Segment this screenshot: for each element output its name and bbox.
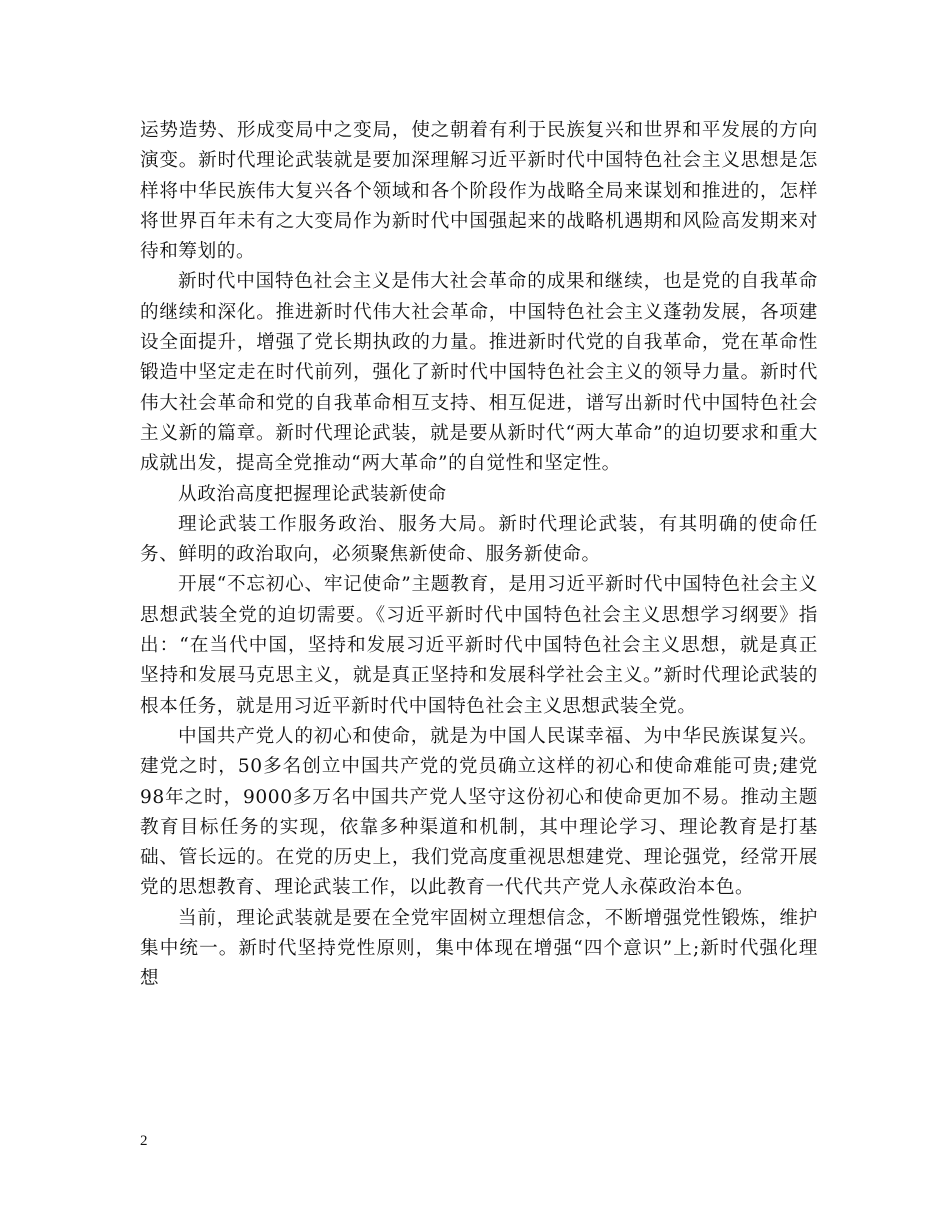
paragraph: 开展“不忘初心、牢记使命”主题教育，是用习近平新时代中国特色社会主义思想武装全党的迫切需要。《习近平新时代中国特色社会主义思想学习纲要》指出：“在当代中国，坚持和发展习近平新时代中国特色社会主义思想，就是真正坚持和发展马克思主义，就是真正坚持和发展科学社会主义。”新时代理论武装的根本任务，就是用习近平新时代中国特色社会主义思想武装全党。 [140, 574, 818, 717]
paragraph: 当前，理论武装就是要在全党牢固树立理想信念，不断增强党性锻炼，维护集中统一。新时代坚持党性原则，集中体现在增强“四个意识”上;新时代强化理想 [140, 907, 818, 990]
document-body [140, 116, 818, 995]
paragraph: 理论武装工作服务政治、服务大局。新时代理论武装，有其明确的使命任务、鲜明的政治取向，必须聚焦新使命、服务新使命。 [140, 513, 818, 566]
paragraph: 新时代中国特色社会主义是伟大社会革命的成果和继续，也是党的自我革命的继续和深化。推进新时代伟大社会革命，中国特色社会主义蓬勃发展，各项建设全面提升，增强了党长期执政的力量。推进新时代党的自我革命，党在革命性锻造中坚定走在时代前列，强化了新时代中国特色社会主义的领导力量。新时代伟大社会革命和党的自我革命相互支持、相互促进，谱写出新时代中国特色社会主义新的篇章。新时代理论武装，就是要从新时代“两大革命”的迫切要求和重大成就出发，提高全党推动“两大革命”的自觉性和坚定性。 [140, 271, 818, 475]
paragraph: 运势造势、形成变局中之变局，使之朝着有利于民族复兴和世界和平发展的方向演变。新时代理论武装就是要加深理解习近平新时代中国特色社会主义思想是怎样将中华民族伟大复兴各个领域和各个阶段作为战略全局来谋划和推进的，怎样将世界百年未有之大变局作为新时代中国强起来的战略机遇期和风险高发期来对待和筹划的。 [140, 120, 818, 263]
page-number: 2 [140, 1133, 148, 1149]
section-heading: 从政治高度把握理论武装新使命 [178, 483, 447, 505]
paragraph: 中国共产党人的初心和使命，就是为中国人民谋幸福、为中华民族谋复兴。建党之时，50多名创立中国共产党的党员确立这样的初心和使命难能可贵;建党98年之时，9000多万名中国共产党人坚守这份初心和使命更加不易。推动主题教育目标任务的实现，依靠多种渠道和机制，其中理论学习、理论教育是打基础、管长远的。在党的历史上，我们党高度重视思想建党、理论强党，经常开展党的思想教育、理论武装工作，以此教育一代代共产党人永葆政治本色。 [140, 725, 818, 899]
